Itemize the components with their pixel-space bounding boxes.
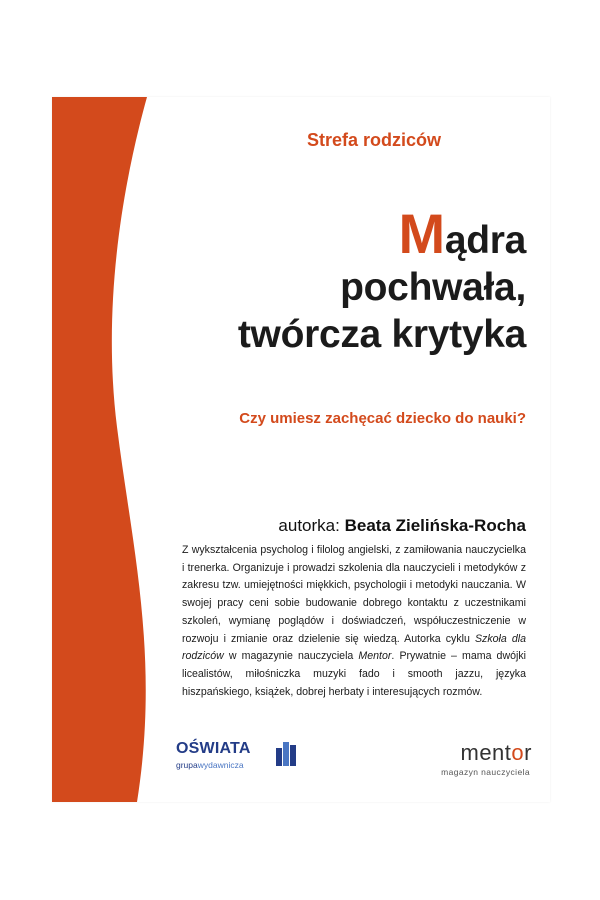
publisher-subtitle (176, 760, 244, 770)
book-subtitle: Czy umiesz zachęcać dziecko do nauki? (239, 410, 526, 427)
publisher-name: OŚWIATA (176, 740, 251, 757)
bio-text-1: Z wykształcenia psycholog i filolog angielski, z zamiłowania nauczycielka i trenerka. Organizuje i prowadzi szkolenia dla nauczycieli i metodyków z zakresu tzw. umiejętności miękkich, psychologii i metodyki nauczania. W swojej pracy ceni sobie budowanie dobrego kontaktu z uczestnikami szkoleń, wymianę poglądów i doświadczeń, współuczestniczenie w rozwoju i zmianie oraz dzielenie się wiedzą. Autorka cyklu (182, 544, 526, 645)
bio-text-2: w magazynie nauczyciela (223, 650, 359, 663)
series-label: Strefa rodziców (306, 130, 442, 150)
publisher-logo (176, 740, 296, 778)
publisher-sub-bold: grupa (176, 760, 198, 770)
bio-text-3: . Prywatnie – mama dwójki licealistów, miłośniczka muzyki fado i smooth jazzu, języka hiszpańskiego, książek, dobrej herbaty i interesujących rozmów. (182, 650, 526, 698)
title-line-2: pochwała, (340, 266, 526, 309)
bio-magazine: Mentor (358, 650, 392, 663)
title-line-1 (238, 202, 526, 265)
book-title (237, 202, 526, 358)
author-name: Beata Zielińska-Rocha (344, 516, 526, 535)
title-line-3: twórcza krytyka (237, 313, 526, 356)
publisher-sub-light: wydawnicza (197, 760, 244, 770)
bio-series-title: Szkoła dla rodziców (182, 632, 526, 663)
author-line (278, 516, 526, 536)
magazine-tagline: magazyn nauczyciela (441, 767, 530, 777)
wordmark-part-b: r (524, 740, 532, 765)
wordmark-o: o (511, 740, 525, 765)
orange-wave-decoration (52, 97, 162, 802)
title-line-1-rest: ądra (444, 219, 526, 262)
open-book-icon (276, 740, 296, 766)
author-prefix: autorka: (278, 516, 340, 535)
wordmark-part-a: ment (460, 740, 512, 765)
book-cover (52, 97, 550, 802)
magazine-logo (422, 740, 532, 780)
author-bio (182, 542, 526, 701)
title-initial: M (398, 202, 445, 265)
magazine-wordmark (461, 740, 533, 766)
